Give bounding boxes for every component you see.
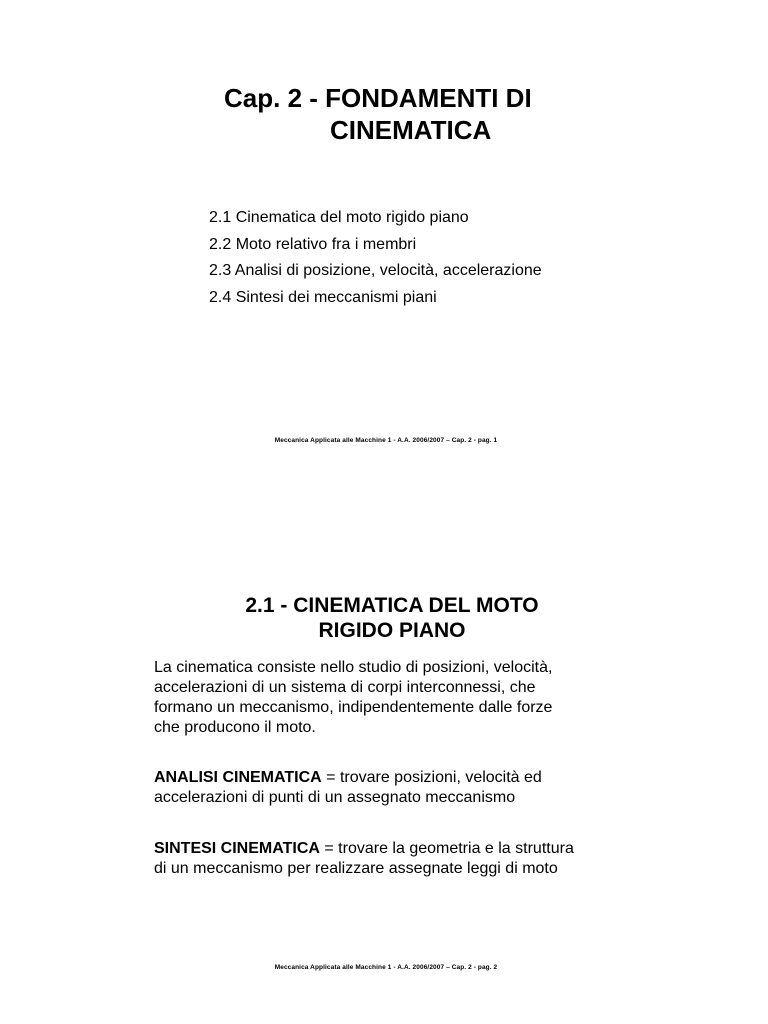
- section-title-line-1: 2.1 - CINEMATICA DEL MOTO: [245, 594, 539, 617]
- analisi-definition-text: = trovare posizioni, velocità ed: [321, 769, 542, 786]
- toc-item: 2.1 Cinematica del moto rigido piano: [209, 209, 469, 226]
- analisi-line-2: accelerazioni di punti di un assegnato meccanismo: [154, 789, 516, 806]
- sintesi-definition: [154, 839, 654, 879]
- page-footer: Meccanica Applicata alle Macchine 1 - A.A. 2006/2007 – Cap. 2 - pag. 1: [274, 437, 498, 444]
- analisi-term: ANALISI CINEMATICA: [154, 769, 322, 786]
- intro-paragraph: [154, 658, 654, 738]
- intro-line: formano un meccanismo, indipendentemente dalle forze: [154, 699, 553, 716]
- page-footer: Meccanica Applicata alle Macchine 1 - A.A. 2006/2007 – Cap. 2 - pag. 2: [274, 964, 498, 971]
- section-title: [0, 593, 768, 643]
- table-of-contents: [209, 205, 542, 311]
- sintesi-term: SINTESI CINEMATICA: [154, 840, 320, 857]
- intro-line: accelerazioni di un sistema di corpi interconnessi, che: [154, 679, 536, 696]
- sintesi-line-1: [154, 839, 654, 859]
- sintesi-line-2: di un meccanismo per realizzare assegnate leggi di moto: [154, 860, 558, 877]
- analisi-definition: [154, 768, 654, 808]
- section-title-line-2: RIGIDO PIANO: [318, 619, 466, 642]
- chapter-title: [224, 82, 564, 146]
- intro-line: La cinematica consiste nello studio di posizioni, velocità,: [154, 659, 553, 676]
- toc-item: 2.4 Sintesi dei meccanismi piani: [209, 288, 437, 306]
- chapter-title-line-2: CINEMATICA: [330, 115, 492, 145]
- toc-item: 2.3 Analisi di posizione, velocità, accelerazione: [209, 262, 542, 279]
- analisi-line-1: [154, 768, 654, 788]
- slide-2: [0, 512, 768, 1024]
- toc-item: 2.2 Moto relativo fra i membri: [209, 235, 417, 253]
- chapter-title-line-1: Cap. 2 - FONDAMENTI DI: [224, 83, 532, 113]
- sintesi-definition-text: = trovare la geometria e la struttura: [319, 840, 574, 857]
- intro-line: che producono il moto.: [154, 719, 316, 736]
